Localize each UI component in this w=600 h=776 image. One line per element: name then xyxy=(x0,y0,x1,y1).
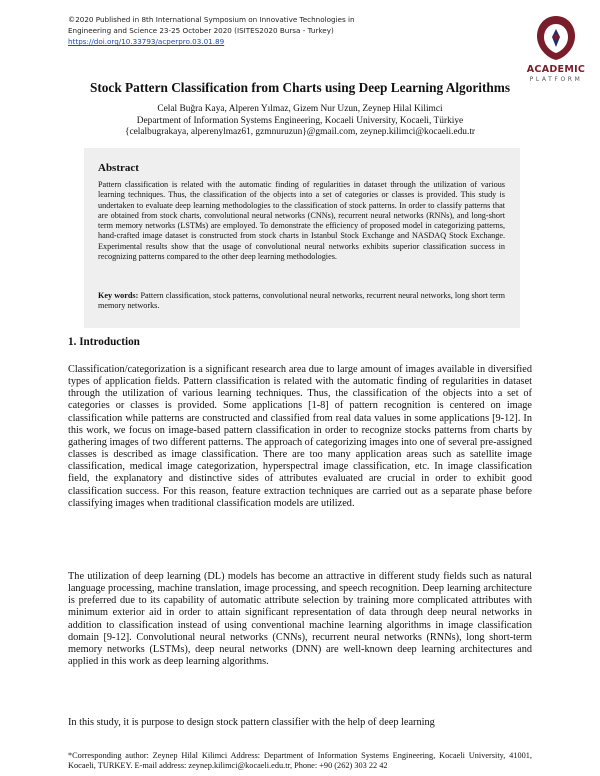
publication-info xyxy=(68,14,428,47)
keywords xyxy=(98,291,505,312)
keywords-label: Key words: xyxy=(98,291,139,300)
doi-link[interactable]: https://doi.org/10.33793/acperpro.03.01.89 xyxy=(68,37,225,46)
publication-line-1: ©2020 Published in 8th International Symposium on Innovative Technologies in xyxy=(68,15,355,24)
intro-paragraph-2: The utilization of deep learning (DL) models has become an attractive in different study fields such as natural language processing, machine translation, image processing, and speech recognition. Deep learning architecture is preferred due to its capability of automatic attribute selection by training more complicated attributes with minimum exterior aid in order to attain significant representation of data through deep neural networks in addition to classification instead of using conventional machine learning algorithms in image classification domain [9-12]. Convolutional neural networks (CNNs), recurrent neural networks (RNNs), long short-term memory networks (LSTMs), deep neural networks (DNN) are well-known deep learning architectures and applied in this work as deep learning algorithms. xyxy=(68,571,532,668)
keywords-list: Pattern classification, stock patterns, convolutional neural networks, recurrent neural networks, long short term memory networks. xyxy=(98,291,506,311)
corresponding-author-footnote: *Corresponding author: Zeynep Hilal Kilimci Address: Department of Information Systems Engineering, Kocaeli University, 41001, Kocaeli, TURKEY. E-mail address: zeynep.kilimci@kocaeli.edu.tr, Phone: +90 (262) 303 22 42 xyxy=(68,751,532,770)
publication-line-2: Engineering and Science 23-25 October 2020 (ISITES2020 Bursa - Turkey) xyxy=(68,26,334,35)
author-emails: {celalbugrakaya, alperenylmaz61, gzmnuruzun}@gmail.com, zeynep.kilimci@kocaeli.edu.tr xyxy=(124,127,476,138)
intro-paragraph-3: In this study, it is purpose to design stock pattern classifier with the help of deep learning xyxy=(68,717,435,728)
logo-emblem-icon xyxy=(534,14,578,62)
logo-name: ACADEMIC xyxy=(526,64,586,75)
section-heading-introduction: 1. Introduction xyxy=(68,336,140,348)
intro-paragraph-1: Classification/categorization is a significant research area due to large amount of images available in diversified types of application fields. Pattern classification is related with the automatic finding of regularities in dataset through the utilization of various learning techniques. Thus, the classification of the objects into a set of categories or classes is provided. Some applications [1-8] of pattern recognition is centered on image classification while patterns are constructed and classified from real data values in some applications [9-12]. In this work, we focus on image-based pattern classification in order to recognize stocks patterns from charts by gathering images of two different patterns. The approach of categorizing images into one of several pre-assigned classes is described as image classification. There are too many application areas such as satellite image classification, medical image categorization, hyperspectral image classification, etc. In image classification field, the explanatory and distinctive sides of attributes evaluated are crucial in order to exhibit good classification success. For this reason, feature extraction techniques are carried out as a separate phase before classifying images when traditional classification models are utilized. xyxy=(68,364,532,509)
abstract-text: Pattern classification is related with the automatic finding of regularities in dataset through the utilization of various learning techniques. Thus, the classification of the objects into a set of categories or classes is provided. This study is undertaken to evaluate deep learning methodologies to the classification of stock patterns. In order to classify patterns that are obtained from stock charts, convolutional neural networks (CNNs), recurrent neural networks (RNNs), and long-short term memory networks (LSTMs) are employed. To demonstrate the efficiency of proposed model in categorizing patterns, hand-crafted image dataset is constructed from stock charts in Istanbul Stock Exchange and NASDAQ Stock Exchange. Experimental results show that the usage of convolutional neural networks exhibits superior classification success in recognizing patterns compared to the other deep learning methodologies. xyxy=(98,180,505,262)
author-block xyxy=(40,104,560,139)
author-names: Celal Buğra Kaya, Alperen Yılmaz, Gizem Nur Uzun, Zeynep Hilal Kilimci xyxy=(157,104,443,114)
abstract-heading: Abstract xyxy=(98,162,139,174)
paper-title: Stock Pattern Classification from Charts using Deep Learning Algorithms xyxy=(89,80,511,95)
logo-tagline: PLATFORM xyxy=(529,76,583,83)
author-affiliation: Department of Information Systems Engineering, Kocaeli University, Kocaeli, Türkiye xyxy=(136,115,464,126)
